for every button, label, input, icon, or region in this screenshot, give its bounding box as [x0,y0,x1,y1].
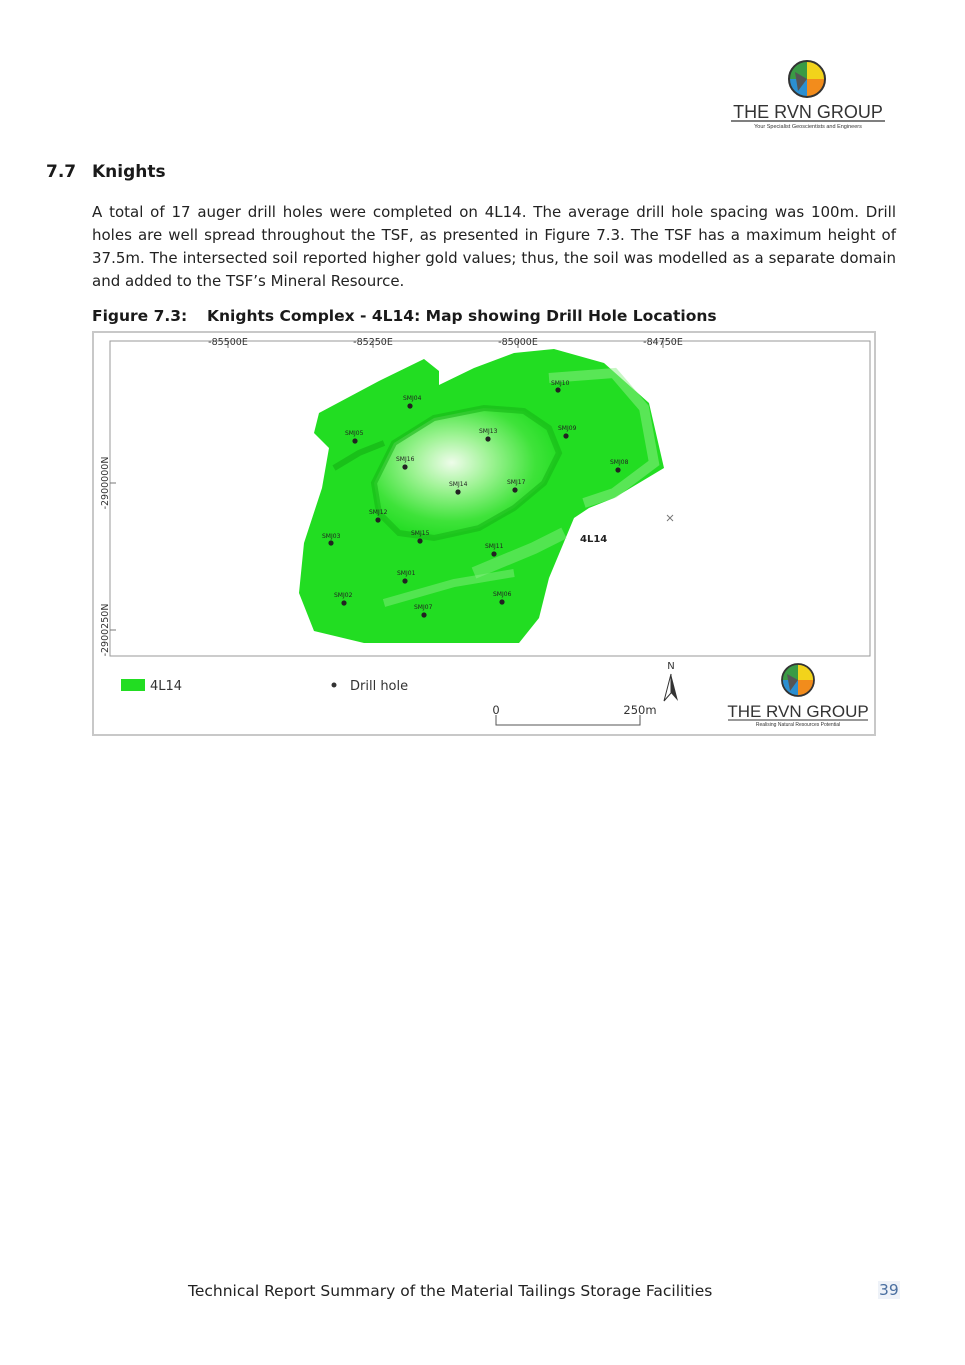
logo-circle-icon [782,664,814,696]
rvn-logo-legend [727,664,868,728]
page-number: 39 [879,1281,899,1299]
logo-tagline: Your Specialist Geoscientists and Engineers [754,124,862,130]
drill-hole-label: SMJ03 [322,533,341,540]
legend-drill-label: Drill hole [350,679,409,694]
scale-bar [492,703,656,725]
area-label: 4L14 [580,534,608,545]
northing-tick-label: -2900000N [100,456,111,510]
logo-wordmark: THE RVN GROUP [727,702,869,721]
drill-hole-label: SMJ14 [449,481,468,488]
logo-tagline: Realising Natural Resources Potential [755,722,841,728]
easting-tick-label: -85250E [353,337,393,348]
section-number: 7.7 [46,162,77,182]
easting-tick-label: -85500E [208,337,248,348]
northing-tick-label: -2900250N [100,603,111,657]
drill-hole-label: SMJ09 [558,425,577,432]
logo-circle-icon [789,61,825,97]
drill-hole-map [92,331,876,736]
drill-hole-label: SMJ11 [485,543,504,550]
legend-drill-icon [332,683,337,688]
drill-hole-label: SMJ05 [345,430,364,437]
section-heading [46,162,166,182]
footer-text: Technical Report Summary of the Material Tailings Storage Facilities [188,1282,713,1300]
drill-hole-label: SMJ02 [334,592,353,599]
scale-start-label: 0 [492,703,500,717]
north-arrow-icon [664,661,678,701]
drill-hole-label: SMJ04 [403,395,422,402]
legend-swatch [121,679,145,691]
figure-caption [92,307,717,325]
drill-hole-label: SMJ13 [479,428,498,435]
north-label: N [667,661,675,672]
drill-hole-label: SMJ16 [396,456,415,463]
scale-end-label: 250m [623,703,657,717]
logo-wordmark: THE RVN GROUP [733,102,883,122]
drill-hole-label: SMJ07 [414,604,433,611]
drill-hole-label: SMJ17 [507,479,526,486]
drill-hole-label: SMJ08 [610,459,629,466]
figure-title: Knights Complex - 4L14: Map showing Drill Hole Locations [207,307,717,325]
drill-hole-label: SMJ10 [551,380,570,387]
legend-area-label: 4L14 [150,679,183,694]
easting-tick-label: -85000E [498,337,538,348]
section-paragraph: A total of 17 auger drill holes were completed on 4L14. The average drill hole spacing was 100m. Drill holes are well spread throughout the TSF, as presented in Figure 7.3. The TSF has a maximum height of 37.5m. The intersected soil reported higher gold values; thus, the soil was modelled as a separate domain and added to the TSF’s Mineral Resource. [92,203,896,290]
drill-hole-label: SMJ12 [369,509,388,516]
drill-hole-label: SMJ01 [397,570,416,577]
easting-tick-label: -84750E [643,337,683,348]
drill-hole-label: SMJ06 [493,591,512,598]
figure-number: Figure 7.3: [92,307,188,325]
drill-hole-label: SMJ15 [411,530,430,537]
map-legend [121,679,408,694]
rvn-logo-header [728,58,888,132]
section-title: Knights [92,162,166,182]
